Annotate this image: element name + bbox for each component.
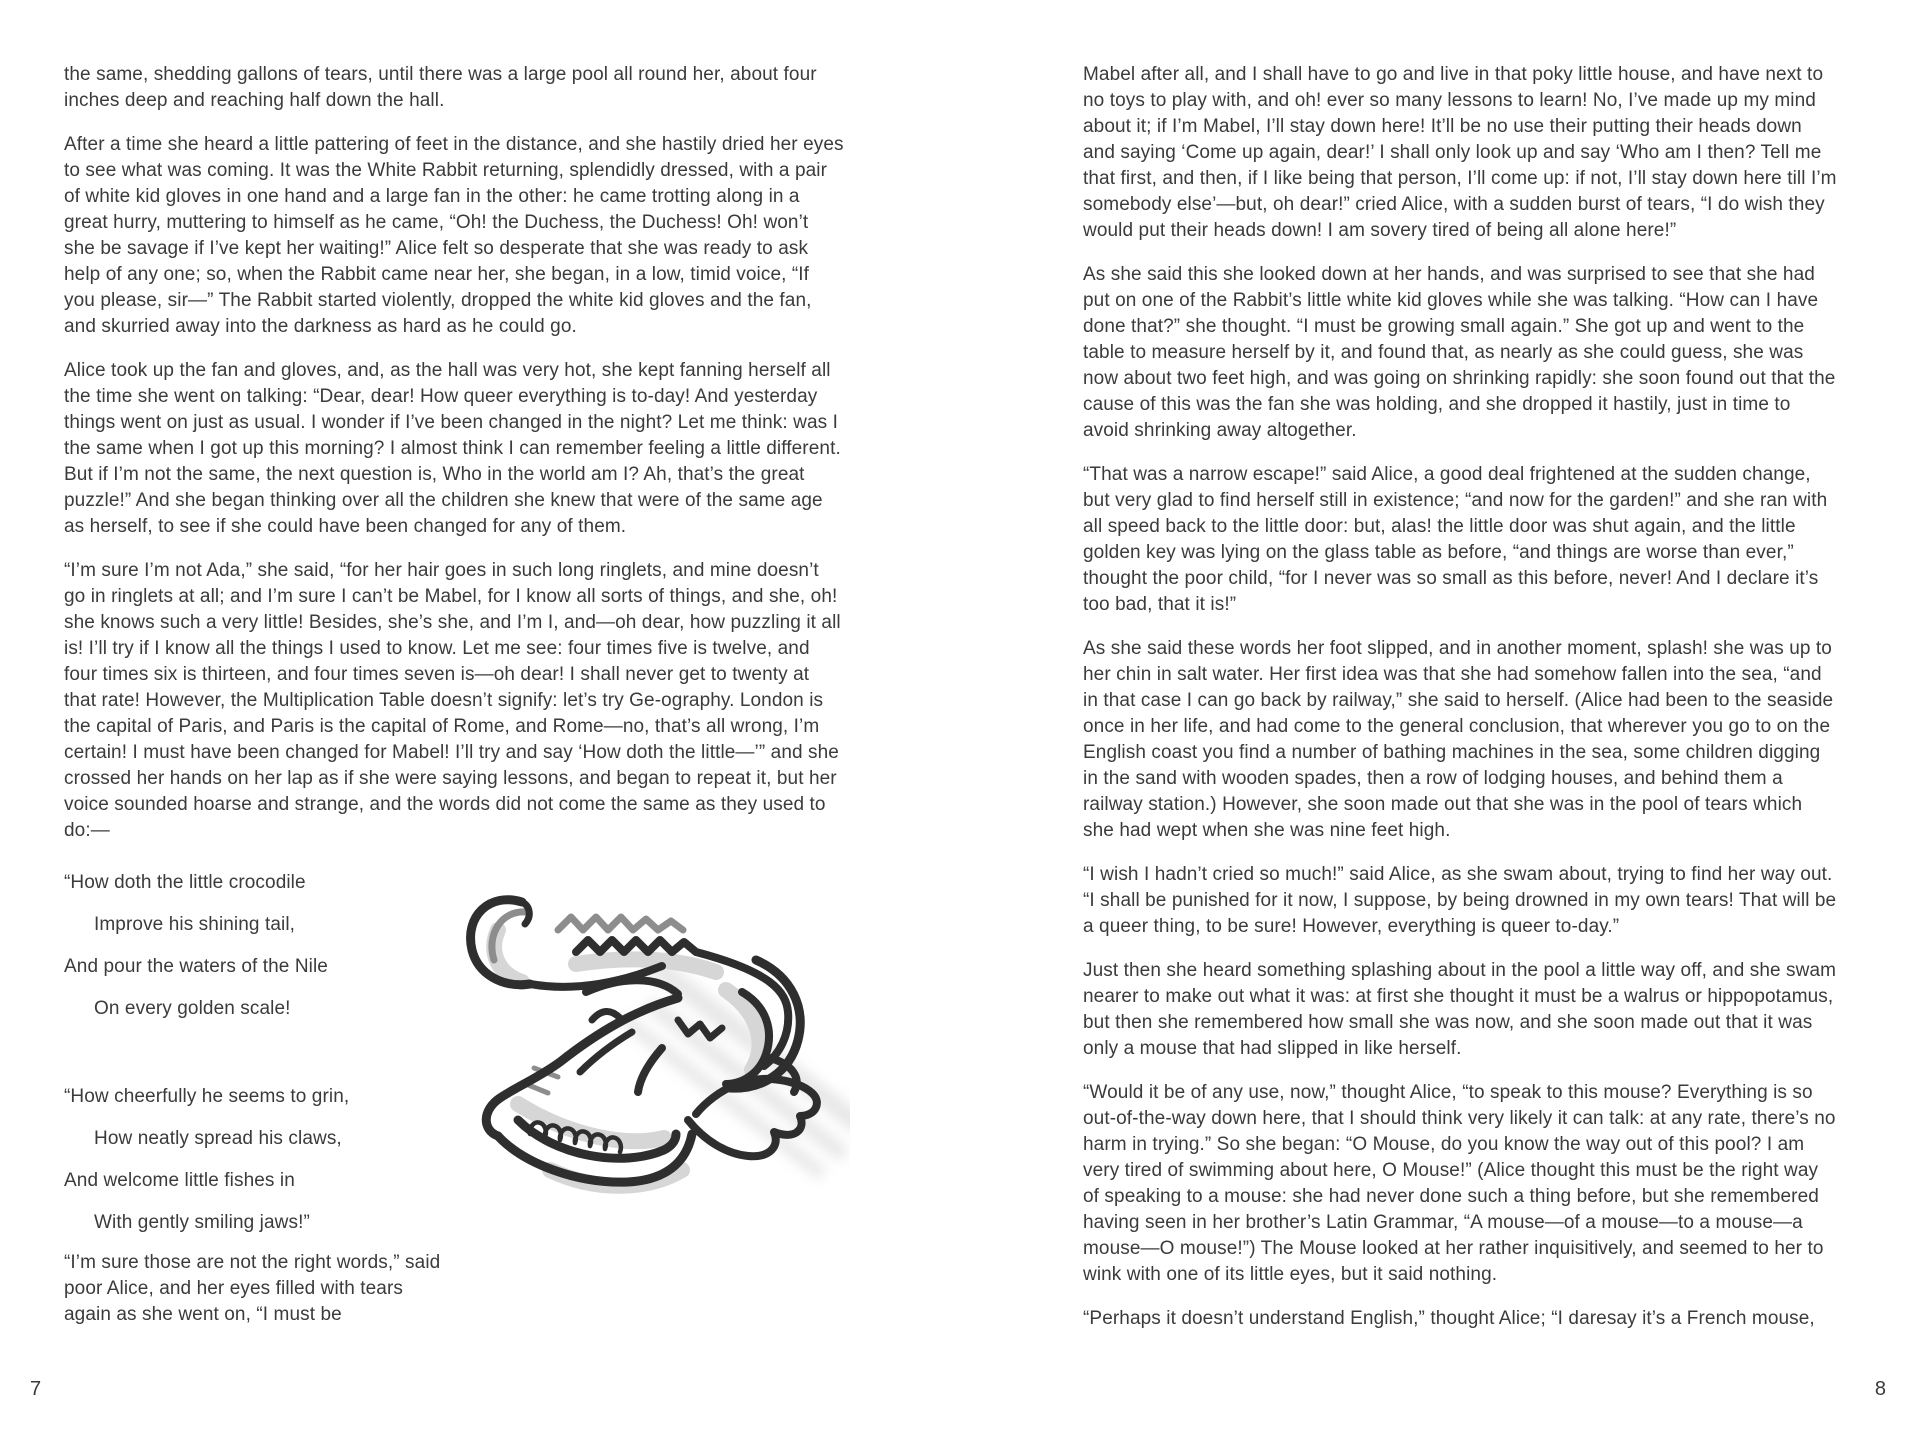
paragraph: “Would it be of any use, now,” thought Alice, “to speak to this mouse? Everything is so out-of-the-way down here, that I should think very likely it can talk: at any rate, there’s no harm in trying.” So she began: “O Mouse, do you know the way out of this pool? I am very tired of swimming about here, O Mouse!” (Alice thought this must be the right way of speaking to a mouse: she had never done such a thing before, but she remembered having seen in her brother’s Latin Grammar, “A mouse—of a mouse—to a mouse—a mouse—O mouse!”) The Mouse looked at her rather inquisitively, and seemed to her to wink with one of its little eyes, but it said nothing.: [1083, 1082, 1836, 1285]
paragraph: “Perhaps it doesn’t understand English,” thought Alice; “I daresay it’s a French mouse,: [1083, 1308, 1815, 1329]
paragraph: As she said these words her foot slipped, and in another moment, splash! she was up to her chin in salt water. Her first idea was that she had somehow fallen into the sea, “and in that case I can go back by railway,” she said to herself. (Alice had been to the seaside once in her life, and had come to the general conclusion, that wherever you go to on the English coast you find a number of bathing machines in the sea, some children digging in the sand with wooden spades, then a row of lodging houses, and behind them a railway station.) However, she soon made out that she was in the pool of tears which she had wept when she was nine feet high.: [1083, 638, 1834, 841]
poem-line: How neatly spread his claws,: [94, 1128, 342, 1149]
page-number-left: 7: [30, 1378, 42, 1400]
paragraph: “I wish I hadn’t cried so much!” said Alice, as she swam about, trying to find her way out. “I shall be punished for it now, I suppose, by being drowned in my own tears! That will be a queer thing, to be sure! However, everything is queer to-day.”: [1083, 864, 1837, 937]
poem-line: “How cheerfully he seems to grin,: [64, 1086, 350, 1107]
poem-line: “How doth the little crocodile: [64, 872, 306, 893]
paragraph: Mabel after all, and I shall have to go and live in that poky little house, and have next to no toys to play with, and oh! ever so many lessons to learn! No, I’ve made up my mind about it; if I’m Mabel, I’ll stay down here! It’ll be no use their putting their heads down and saying ‘Come up again, dear!’ I shall only look up and say ‘Who am I then? Tell me that first, and then, if I like being that person, I’ll come up: if not, I’ll stay down here till I’m somebody else’—but, oh dear!” cried Alice, with a sudden burst of tears, “I do wish they would put their heads down! I am sovery tired of being all alone here!”: [1083, 64, 1837, 241]
paragraph: “That was a narrow escape!” said Alice, a good deal frightened at the sudden change, but very glad to find herself still in existence; “and now for the garden!” and she ran with all speed back to the little door: but, alas! the little door was shut again, and the little golden key was lying on the glass table as before, “and things are worse than ever,” thought the poor child, “for I never was so small as this before, never! And I declare it’s too bad, that it is!”: [1083, 464, 1828, 615]
paragraph: After a time she heard a little pattering of feet in the distance, and she hastily dried her eyes to see what was coming. It was the White Rabbit returning, splendidly dressed, with a pair of white kid gloves in one hand and a large fan in the other: he came trotting along in a great hurry, muttering to himself as he came, “Oh! the Duchess, the Duchess! Oh! won’t she be savage if I’ve kept her waiting!” Alice felt so desperate that she was ready to ask help of any one; so, when the Rabbit came near her, she began, in a low, timid voice, “If you please, sir—” The Rabbit started violently, dropped the white kid gloves and the fan, and skurried away into the darkness as hard as he could go.: [64, 134, 844, 337]
paragraph: Alice took up the fan and gloves, and, as the hall was very hot, she kept fanning herself all the time she went on talking: “Dear, dear! How queer everything is to-day! And yesterday things went on just as usual. I wonder if I’ve been changed in the night? Let me think: was I the same when I got up this morning? I almost think I can remember feeling a little different. But if I’m not the same, the next question is, Who in the world am I? Ah, that’s the great puzzle!” And she began thinking over all the children she knew that were of the same age as herself, to see if she could have been changed for any of them.: [64, 360, 841, 537]
crocodile-illustration: [426, 872, 850, 1220]
paragraph: “I’m sure I’m not Ada,” she said, “for her hair goes in such long ringlets, and mine doesn’t go in ringlets at all; and I’m sure I can’t be Mabel, for I know all sorts of things, and she, oh! she knows such a very little! Besides, she’s she, and I’m I, and—oh dear, how puzzling it all is! I’ll try if I know all the things I used to know. Let me see: four times five is twelve, and four times six is thirteen, and four times seven is—oh dear! I shall never get to twenty at that rate! However, the Multiplication Table doesn’t signify: let’s try Ge-ography. London is the capital of Paris, and Paris is the capital of Rome, and Rome—no, that’s all wrong, I’m certain! I must have been changed for Mabel! I’ll try and say ‘How doth the little—’” and she crossed her hands on her lap as if she were saying lessons, and began to repeat it, but her voice sounded hoarse and strange, and the words did not come the same as they used to do:—: [64, 560, 841, 841]
poem-line: And welcome little fishes in: [64, 1170, 295, 1191]
poem-line: Improve his shining tail,: [94, 914, 296, 935]
poem-line: On every golden scale!: [94, 998, 291, 1019]
paragraph: the same, shedding gallons of tears, until there was a large pool all round her, about four inches deep and reaching half down the hall.: [64, 64, 817, 111]
page-number-right: 8: [1874, 1378, 1886, 1400]
page-8: [1083, 62, 1837, 1350]
paragraph: As she said this she looked down at her hands, and was surprised to see that she had put on one of the Rabbit’s little white kid gloves while she was talking. “How can I have done that?” she thought. “I must be growing small again.” She got up and went to the table to measure herself by it, and found that, as nearly as she could guess, she was now about two feet high, and was going on shrinking rapidly: she soon found out that the cause of this was the fan she was holding, and she dropped it hastily, just in time to avoid shrinking away altogether.: [1083, 264, 1836, 441]
paragraph: “I’m sure those are not the right words,” said poor Alice, and her eyes filled with tears again as she went on, “I must be: [64, 1252, 441, 1325]
poem-line: With gently smiling jaws!”: [94, 1212, 310, 1233]
poem-line: And pour the waters of the Nile: [64, 956, 328, 977]
paragraph: Just then she heard something splashing about in the pool a little way off, and she swam nearer to make out what it was: at first she thought it must be a walrus or hippopotamus, but then she remembered how small she was now, and she soon made out that it was only a mouse that had slipped in like herself.: [1083, 960, 1837, 1059]
